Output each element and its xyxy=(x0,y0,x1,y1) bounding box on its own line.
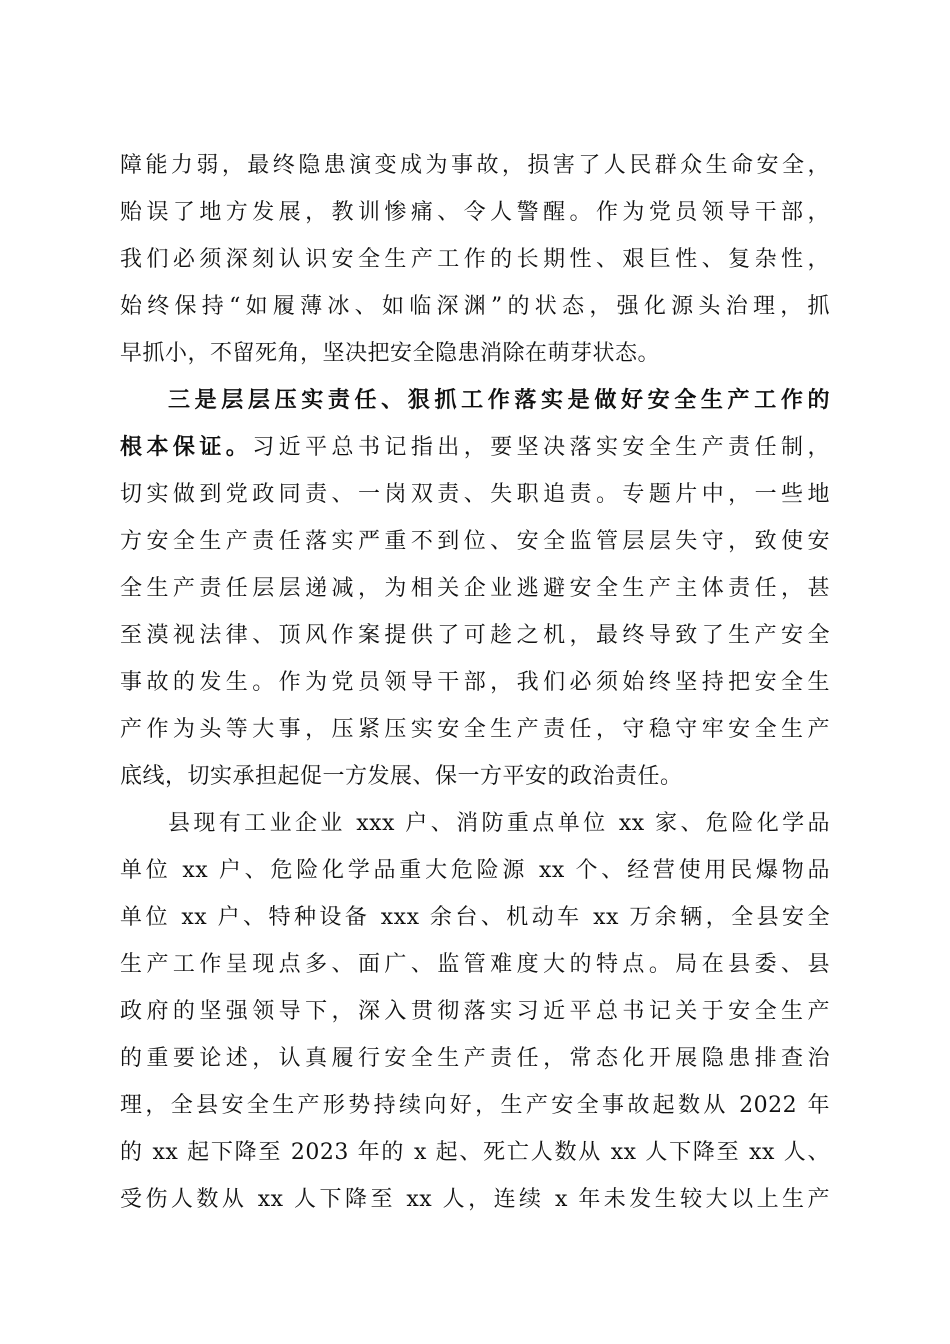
section-heading: 三是层层压实责任、狠抓工作落实是做好安全生产工作的 xyxy=(168,387,830,413)
document-body xyxy=(120,142,830,1223)
text-line: 事故的发生。作为党员领导干部，我们必须始终坚持把安全生 xyxy=(120,670,830,695)
text-line: 早抓小，不留死角，坚决把安全隐患消除在萌芽状态。 xyxy=(120,341,661,366)
text-line: 生产工作呈现点多、面广、监管难度大的特点。局在县委、县 xyxy=(120,952,830,977)
text-line: 全生产责任层层递减，为相关企业逃避安全生产主体责任，甚 xyxy=(120,576,830,601)
text-line: 单位 xx 户、特种设备 xxx 余台、机动车 xx 万余辆，全县安全 xyxy=(120,905,830,930)
text-line: 的 xx 起下降至 2023 年的 x 起、死亡人数从 xx 人下降至 xx 人、 xyxy=(120,1140,830,1165)
text-line: 政府的坚强领导下，深入贯彻落实习近平总书记关于安全生产 xyxy=(120,999,830,1024)
text-line: 理，全县安全生产形势持续向好，生产安全事故起数从 2022 年 xyxy=(120,1093,830,1118)
text-line: 始终保持“如履薄冰、如临深渊”的状态，强化源头治理，抓 xyxy=(120,294,830,319)
text-line: 县现有工业企业 xxx 户、消防重点单位 xx 家、危险化学品 xyxy=(168,811,830,836)
text-line: 单位 xx 户、危险化学品重大危险源 xx 个、经营使用民爆物品 xyxy=(120,858,830,883)
text-line: 的重要论述，认真履行安全生产责任，常态化开展隐患排查治 xyxy=(120,1046,830,1071)
text-segment: 习近平总书记指出，要坚决落实安全生产责任制， xyxy=(252,435,830,460)
paragraph-3 xyxy=(120,800,830,1223)
text-line: 至漠视法律、顶风作案提供了可趁之机，最终导致了生产安全 xyxy=(120,623,830,648)
paragraph-2 xyxy=(120,377,830,800)
text-line: 产作为头等大事，压紧压实安全生产责任，守稳守牢安全生产 xyxy=(120,717,830,742)
text-line: 受伤人数从 xx 人下降至 xx 人，连续 x 年未发生较大以上生产 xyxy=(120,1187,830,1212)
paragraph-1 xyxy=(120,142,830,377)
text-line: 方安全生产责任落实严重不到位、安全监管层层失守，致使安 xyxy=(120,529,830,554)
section-heading-tail: 根本保证。 xyxy=(120,434,253,460)
text-line: 贻误了地方发展，教训惨痛、令人警醒。作为党员领导干部， xyxy=(120,200,830,225)
text-line: 切实做到党政同责、一岗双责、失职追责。专题片中，一些地 xyxy=(120,482,830,507)
text-line: 底线，切实承担起促一方发展、保一方平安的政治责任。 xyxy=(120,764,683,789)
text-line: 障能力弱，最终隐患演变成为事故，损害了人民群众生命安全， xyxy=(120,153,830,178)
text-line xyxy=(120,424,830,471)
text-line: 我们必须深刻认识安全生产工作的长期性、艰巨性、复杂性， xyxy=(120,247,830,272)
